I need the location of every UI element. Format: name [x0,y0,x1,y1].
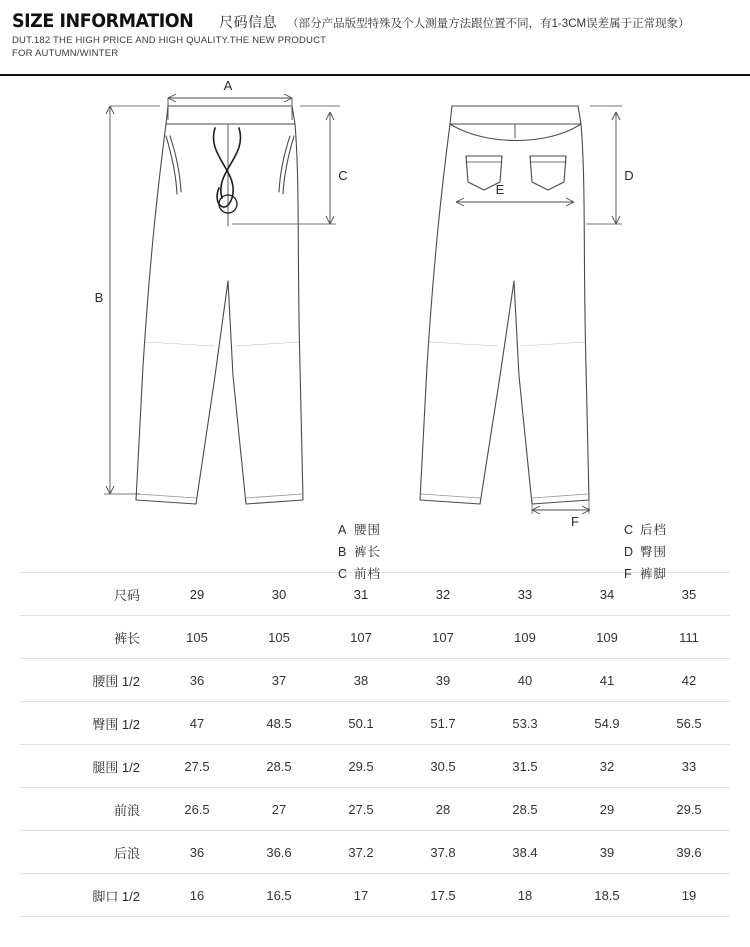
table-cell: 17.5 [402,873,484,916]
table-cell: 111 [648,615,730,658]
table-cell: 31 [320,572,402,615]
table-cell: 18 [484,873,566,916]
legend-label: 裤脚 [640,566,668,581]
table-cell: 42 [648,658,730,701]
table-cell: 35 [648,572,730,615]
legend-key: B [338,544,348,559]
size-table [20,572,730,917]
table-row [20,658,730,701]
label-b: B [94,289,104,305]
table-cell: 38.4 [484,830,566,873]
table-row [20,830,730,873]
page-title-cn: 尺码信息 [219,14,278,30]
table-cell: 34 [566,572,648,615]
back-view-pants [420,106,589,504]
table-cell: 39 [402,658,484,701]
page-header [0,0,750,67]
table-cell: 56.5 [648,701,730,744]
table-cell: 107 [320,615,402,658]
table-row [20,701,730,744]
table-cell: 27 [238,787,320,830]
row-label: 裤长 [20,615,156,658]
label-a: A [223,77,233,93]
legend-item [338,563,381,585]
table-cell: 32 [402,572,484,615]
legend-label: 腰围 [354,522,382,537]
table-cell: 26.5 [156,787,238,830]
row-label: 腰围 1/2 [20,658,156,701]
page-title-en: SIZE INFORMATION [12,10,194,32]
table-cell: 17 [320,873,402,916]
legend-label: 臀围 [640,544,668,559]
table-cell: 30.5 [402,744,484,787]
legend-key: F [624,566,633,581]
table-cell: 29 [566,787,648,830]
label-f: F [571,513,579,529]
table-cell: 109 [566,615,648,658]
table-cell: 28 [402,787,484,830]
table-cell: 30 [238,572,320,615]
table-row [20,873,730,916]
table-row [20,615,730,658]
table-cell: 37 [238,658,320,701]
table-cell: 105 [238,615,320,658]
legend-back [624,519,667,585]
table-cell: 54.9 [566,701,648,744]
legend-key: C [624,522,635,537]
table-cell: 37.8 [402,830,484,873]
legend-item [624,519,667,541]
legend-label: 前档 [354,566,382,581]
table-cell: 27.5 [156,744,238,787]
pants-technical-drawing [0,76,750,556]
legend-key: D [624,544,635,559]
row-label: 臀围 1/2 [20,701,156,744]
legend-key: C [338,566,349,581]
table-cell: 29.5 [320,744,402,787]
table-cell: 29 [156,572,238,615]
legend-key: A [338,522,348,537]
row-label: 前浪 [20,787,156,830]
page-title-note: （部分产品版型特殊及个人测量方法跟位置不同，有1-3CM误差属于正常现象） [287,18,690,30]
table-cell: 50.1 [320,701,402,744]
table-cell: 51.7 [402,701,484,744]
table-cell: 29.5 [648,787,730,830]
table-cell: 31.5 [484,744,566,787]
legend-label: 裤长 [354,544,382,559]
table-cell: 40 [484,658,566,701]
header-title-row [12,10,738,32]
table-cell: 39 [566,830,648,873]
table-cell: 33 [648,744,730,787]
table-cell: 37.2 [320,830,402,873]
legend-item [338,541,381,563]
table-row [20,744,730,787]
table-cell: 36 [156,658,238,701]
row-label: 脚口 1/2 [20,873,156,916]
table-cell: 39.6 [648,830,730,873]
table-cell: 53.3 [484,701,566,744]
label-d: D [624,167,634,183]
table-cell: 19 [648,873,730,916]
table-cell: 27.5 [320,787,402,830]
front-view-pants [136,106,303,504]
legend-item [338,519,381,541]
table-cell: 47 [156,701,238,744]
table-cell: 33 [484,572,566,615]
table-row [20,787,730,830]
size-table-wrap [0,572,750,917]
label-c-front: C [338,167,348,183]
row-label: 腿围 1/2 [20,744,156,787]
table-cell: 18.5 [566,873,648,916]
table-cell: 16.5 [238,873,320,916]
legend-label: 后档 [640,522,668,537]
page-subtitle: DUT.182 THE HIGH PRICE AND HIGH QUALITY.THE NEW PRODUCT FOR AUTUMN/WINTER [12,35,326,59]
table-cell: 16 [156,873,238,916]
size-diagram [0,76,750,581]
table-cell: 48.5 [238,701,320,744]
table-cell: 36 [156,830,238,873]
table-cell: 28.5 [484,787,566,830]
table-cell: 32 [566,744,648,787]
back-measure-lines [456,106,622,514]
table-cell: 28.5 [238,744,320,787]
legend-front [338,519,381,585]
table-cell: 36.6 [238,830,320,873]
table-cell: 38 [320,658,402,701]
legend-item [624,541,667,563]
row-label: 后浪 [20,830,156,873]
label-e: E [495,181,505,197]
row-label: 尺码 [20,572,156,615]
table-cell: 107 [402,615,484,658]
legend-item [624,563,667,585]
table-cell: 105 [156,615,238,658]
table-cell: 41 [566,658,648,701]
table-cell: 109 [484,615,566,658]
